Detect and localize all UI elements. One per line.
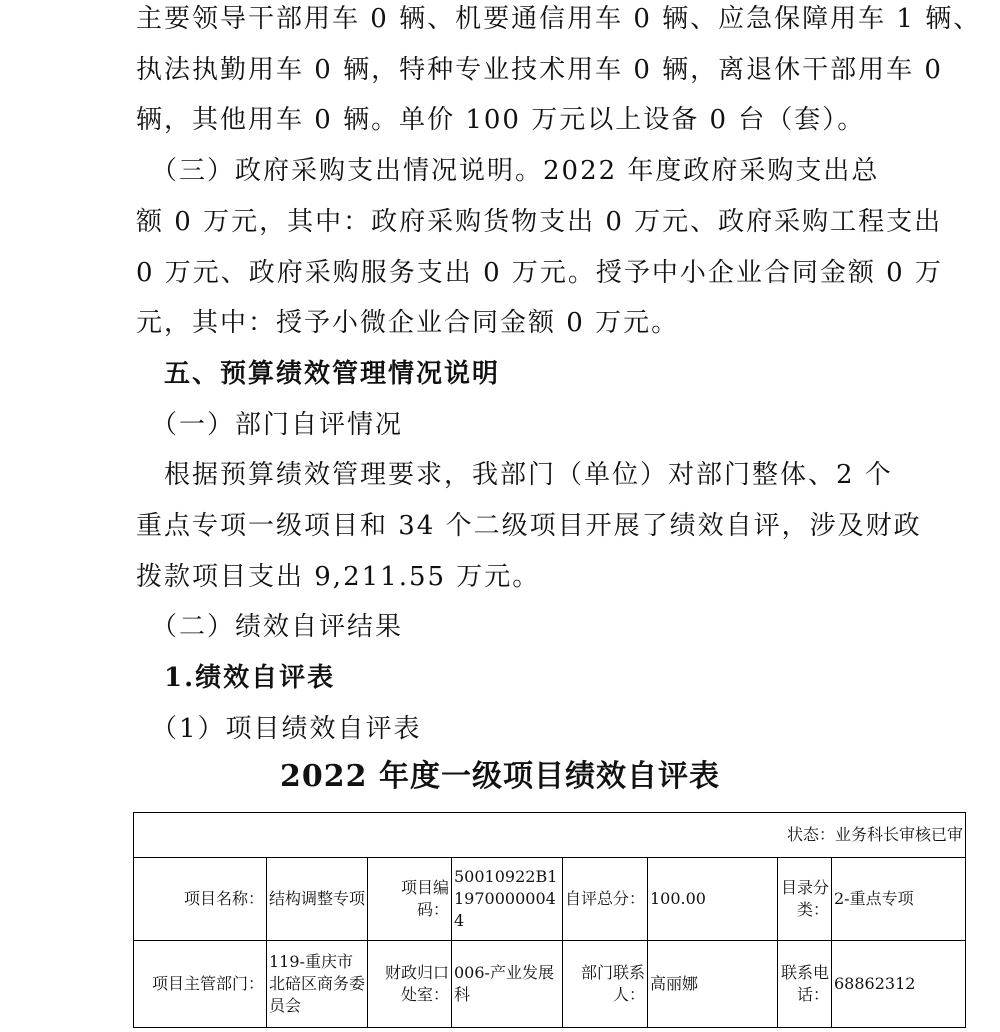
paragraph-line: 额 0 万元，其中：政府采购货物支出 0 万元、政府采购工程支出: [136, 206, 943, 237]
finance-office-label: 财政归口处室：: [368, 941, 452, 1028]
managing-department-label: 项目主管部门：: [134, 941, 267, 1028]
table-title: 2022 年度一级项目绩效自评表: [280, 759, 720, 794]
paragraph-line: 0 万元、政府采购服务支出 0 万元。授予中小企业合同金额 0 万: [136, 257, 943, 288]
project-code-label: 项目编码：: [368, 858, 452, 941]
status-text: 状态：业务科长审核已审: [134, 813, 966, 858]
paragraph-line: 元，其中：授予小微企业合同金额 0 万元。: [136, 308, 680, 339]
managing-department-value: 119-重庆市北碚区商务委员会: [267, 941, 368, 1028]
paragraph-line: （三）政府采购支出情况说明。2022 年度政府采购支出总: [136, 156, 880, 187]
project-name-value: 结构调整专项: [267, 858, 368, 941]
project-code-value: 50010922B119700000044: [452, 858, 563, 941]
paragraph-line: 五、预算绩效管理情况说明: [136, 358, 501, 389]
self-score-label: 自评总分：: [563, 858, 648, 941]
paragraph-line: 重点专项一级项目和 34 个二级项目开展了绩效自评，涉及财政: [136, 511, 922, 541]
paragraph-line: 根据预算绩效管理要求，我部门（单位）对部门整体、2 个: [136, 460, 893, 491]
paragraph-line: 执法执勤用车 0 辆，特种专业技术用车 0 辆，离退休干部用车 0: [136, 54, 943, 85]
paragraph-line: 1.绩效自评表: [136, 663, 336, 694]
project-evaluation-table: [133, 812, 966, 1028]
paragraph-line: （二）绩效自评结果: [136, 612, 404, 643]
paragraph-line: （1）项目绩效自评表: [136, 713, 422, 744]
project-name-label: 项目名称：: [134, 858, 267, 941]
department-contact-value: 高丽娜: [648, 941, 778, 1028]
department-contact-label: 部门联系人：: [563, 941, 648, 1028]
paragraph-line: 拨款项目支出 9,211.55 万元。: [136, 561, 541, 592]
finance-office-value: 006-产业发展科: [452, 941, 563, 1028]
paragraph-line: 辆，其他用车 0 辆。单价 100 万元以上设备 0 台（套）。: [136, 105, 866, 136]
self-score-value: 100.00: [648, 858, 778, 941]
catalog-category-value: 2-重点专项: [832, 858, 966, 941]
contact-phone-value: 68862312: [832, 941, 966, 1028]
paragraph-line: （一）部门自评情况: [136, 409, 404, 440]
catalog-category-label: 目录分类：: [778, 858, 832, 941]
paragraph-line: 主要领导干部用车 0 辆、机要通信用车 0 辆、应急保障用车 1 辆、: [136, 4, 982, 34]
contact-phone-label: 联系电话：: [778, 941, 832, 1028]
